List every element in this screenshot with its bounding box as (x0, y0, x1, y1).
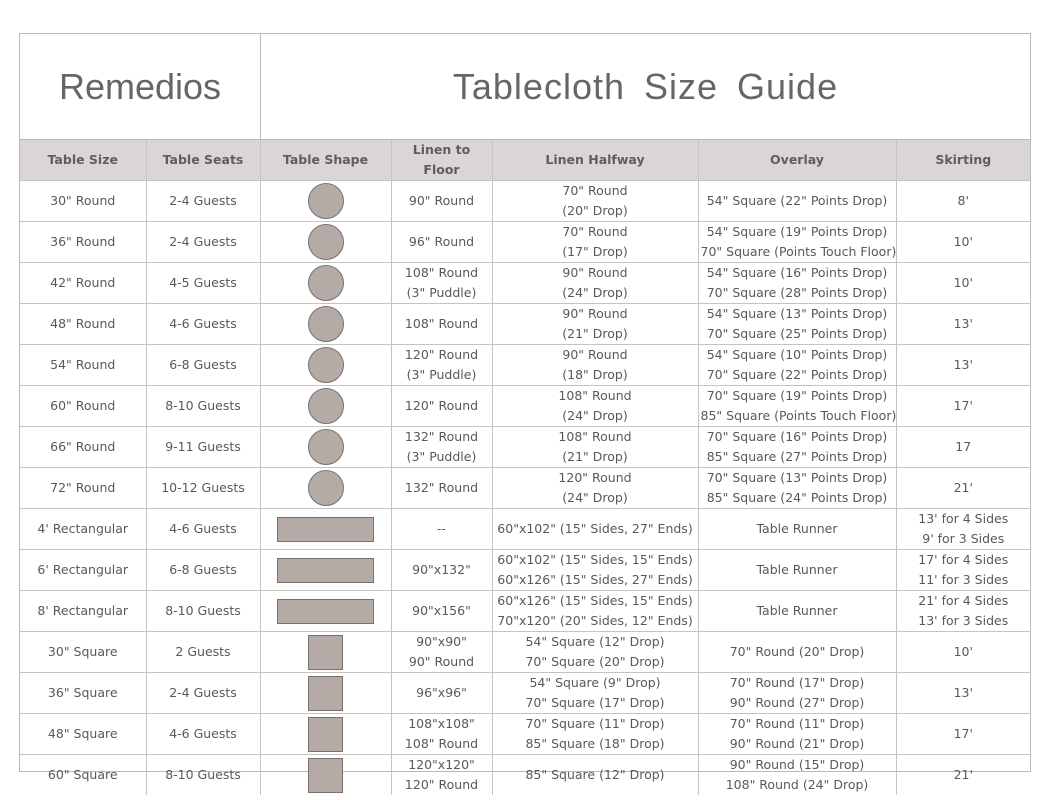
linen-halfway-cell (492, 509, 698, 550)
skirting-cell (896, 263, 1030, 304)
table-header-row (20, 140, 1030, 181)
linen-halfway-cell-line: 60"x102" (15" Sides, 15" Ends) (497, 552, 693, 567)
overlay-cell-line: 54" Square (22" Points Drop) (706, 193, 888, 208)
column-header-skirting: Skirting (896, 140, 1030, 181)
linen-halfway-cell (492, 632, 698, 673)
table-row (20, 345, 1030, 386)
linen-to-floor-cell (391, 591, 492, 632)
linen-to-floor-cell-line: 120" Round (404, 398, 479, 413)
skirting-cell-line: 17 (955, 439, 972, 454)
table-size-cell: 30" Square (20, 632, 146, 673)
overlay-cell (698, 755, 896, 796)
linen-to-floor-cell (391, 222, 492, 263)
round-table-shape-icon (308, 347, 344, 383)
overlay-cell (698, 345, 896, 386)
table-row (20, 427, 1030, 468)
overlay-cell-line: 90" Round (15" Drop) (729, 757, 865, 772)
skirting-cell (896, 222, 1030, 263)
overlay-cell-line: 70" Square (13" Points Drop) (706, 470, 888, 485)
size-guide-table (20, 140, 1030, 795)
table-shape-cell (260, 509, 391, 550)
linen-to-floor-cell-line: 108" Round (404, 736, 479, 751)
overlay-cell-line: 85" Square (27" Points Drop) (706, 449, 888, 464)
round-table-shape-icon (308, 388, 344, 424)
skirting-cell (896, 755, 1030, 796)
table-row (20, 468, 1030, 509)
table-seats-cell: 4-6 Guests (146, 509, 260, 550)
overlay-cell (698, 304, 896, 345)
linen-halfway-cell (492, 427, 698, 468)
overlay-cell-line: 85" Square (24" Points Drop) (706, 490, 888, 505)
linen-to-floor-cell (391, 755, 492, 796)
skirting-cell-line: 21' (953, 480, 973, 495)
table-row (20, 509, 1030, 550)
table-seats-cell: 2-4 Guests (146, 673, 260, 714)
table-seats-cell: 2-4 Guests (146, 181, 260, 222)
overlay-cell-line: Table Runner (756, 521, 838, 536)
table-size-cell: 4' Rectangular (20, 509, 146, 550)
skirting-cell (896, 386, 1030, 427)
linen-to-floor-cell-line: 108"x108" (408, 716, 475, 731)
table-shape-cell (260, 550, 391, 591)
rect-table-shape-icon (277, 599, 374, 624)
linen-to-floor-cell (391, 263, 492, 304)
skirting-cell-line: 13' (953, 316, 973, 331)
title-row (20, 34, 1030, 140)
linen-halfway-cell-line: 70" Square (11" Drop) (525, 716, 665, 731)
linen-halfway-cell-line: 70" Square (20" Drop) (525, 654, 665, 669)
overlay-cell (698, 468, 896, 509)
linen-halfway-cell-line: 85" Square (18" Drop) (525, 736, 665, 751)
table-size-cell: 48" Square (20, 714, 146, 755)
skirting-cell-line: 13' for 3 Sides (918, 613, 1009, 628)
linen-halfway-cell (492, 591, 698, 632)
linen-halfway-cell-line: 54" Square (9" Drop) (529, 675, 661, 690)
table-size-cell: 42" Round (20, 263, 146, 304)
linen-halfway-cell (492, 550, 698, 591)
linen-to-floor-cell-line: -- (436, 521, 447, 536)
linen-halfway-cell-line: (24" Drop) (562, 408, 628, 423)
overlay-cell-line: 70" Square (19" Points Drop) (706, 388, 888, 403)
table-seats-cell: 4-5 Guests (146, 263, 260, 304)
linen-halfway-cell (492, 386, 698, 427)
table-row (20, 673, 1030, 714)
table-seats-cell: 2-4 Guests (146, 222, 260, 263)
skirting-cell (896, 550, 1030, 591)
linen-to-floor-cell (391, 345, 492, 386)
skirting-cell-line: 10' (953, 275, 973, 290)
square-table-shape-icon (308, 758, 343, 793)
linen-to-floor-cell-line: 120" Round (404, 777, 479, 792)
linen-to-floor-cell (391, 673, 492, 714)
overlay-cell-line: 90" Round (21" Drop) (729, 736, 865, 751)
table-size-cell: 6' Rectangular (20, 550, 146, 591)
table-seats-cell: 4-6 Guests (146, 714, 260, 755)
skirting-cell (896, 304, 1030, 345)
skirting-cell-line: 21' for 4 Sides (918, 593, 1009, 608)
skirting-cell-line: 13' (953, 357, 973, 372)
linen-halfway-cell-line: 120" Round (558, 470, 632, 485)
linen-halfway-cell (492, 673, 698, 714)
overlay-cell (698, 714, 896, 755)
table-row (20, 714, 1030, 755)
table-seats-cell: 4-6 Guests (146, 304, 260, 345)
skirting-cell-line: 21' (953, 767, 973, 782)
table-shape-cell (260, 181, 391, 222)
overlay-cell (698, 181, 896, 222)
skirting-cell-line: 17' (953, 398, 973, 413)
overlay-cell-line: 70" Square (16" Points Drop) (706, 429, 888, 444)
table-seats-cell: 6-8 Guests (146, 345, 260, 386)
table-row (20, 632, 1030, 673)
skirting-cell (896, 591, 1030, 632)
linen-halfway-cell-line: (24" Drop) (562, 285, 628, 300)
table-seats-cell: 2 Guests (146, 632, 260, 673)
linen-to-floor-cell (391, 386, 492, 427)
linen-to-floor-cell-line: 90"x90" (416, 634, 467, 649)
table-shape-cell (260, 304, 391, 345)
table-seats-cell: 9-11 Guests (146, 427, 260, 468)
round-table-shape-icon (308, 470, 344, 506)
linen-halfway-cell-line: (18" Drop) (562, 367, 628, 382)
linen-halfway-cell (492, 345, 698, 386)
linen-to-floor-cell (391, 468, 492, 509)
skirting-cell (896, 345, 1030, 386)
overlay-cell-line: 54" Square (16" Points Drop) (706, 265, 888, 280)
skirting-cell-line: 17' (953, 726, 973, 741)
table-row (20, 304, 1030, 345)
linen-halfway-cell (492, 304, 698, 345)
skirting-cell (896, 468, 1030, 509)
linen-halfway-cell (492, 714, 698, 755)
linen-halfway-cell-line: 54" Square (12" Drop) (525, 634, 665, 649)
linen-to-floor-cell (391, 304, 492, 345)
table-size-cell: 60" Round (20, 386, 146, 427)
skirting-cell (896, 509, 1030, 550)
overlay-cell-line: 108" Round (24" Drop) (725, 777, 869, 792)
table-shape-cell (260, 714, 391, 755)
linen-to-floor-cell (391, 427, 492, 468)
overlay-cell-line: 54" Square (10" Points Drop) (706, 347, 888, 362)
linen-to-floor-cell-line: (3" Puddle) (406, 367, 477, 382)
linen-halfway-cell-line: 85" Square (12" Drop) (525, 767, 665, 782)
overlay-cell-line: 54" Square (19" Points Drop) (706, 224, 888, 239)
table-seats-cell: 6-8 Guests (146, 550, 260, 591)
linen-halfway-cell-line: 70" Round (562, 224, 628, 239)
size-guide-sheet (19, 33, 1031, 792)
linen-halfway-cell (492, 181, 698, 222)
linen-to-floor-cell (391, 632, 492, 673)
table-shape-cell (260, 386, 391, 427)
overlay-cell (698, 673, 896, 714)
round-table-shape-icon (308, 306, 344, 342)
table-row (20, 755, 1030, 796)
skirting-cell (896, 181, 1030, 222)
skirting-cell-line: 13' for 4 Sides (918, 511, 1009, 526)
table-shape-cell (260, 427, 391, 468)
linen-to-floor-cell-line: 120" Round (404, 347, 479, 362)
linen-to-floor-cell-line: 90"x132" (412, 562, 471, 577)
linen-to-floor-cell-line: 108" Round (404, 316, 479, 331)
skirting-cell-line: 17' for 4 Sides (918, 552, 1009, 567)
overlay-cell-line: 70" Round (11" Drop) (729, 716, 865, 731)
column-header-overlay: Overlay (698, 140, 896, 181)
skirting-cell-line: 10' (953, 644, 973, 659)
linen-to-floor-cell-line: 120"x120" (408, 757, 475, 772)
brand-name: Remedios (20, 34, 261, 140)
table-shape-cell (260, 263, 391, 304)
table-size-cell: 66" Round (20, 427, 146, 468)
linen-halfway-cell-line: 90" Round (562, 347, 628, 362)
linen-to-floor-cell-line: 108" Round (404, 265, 479, 280)
column-header-table-shape: Table Shape (260, 140, 391, 181)
overlay-cell (698, 632, 896, 673)
linen-to-floor-cell (391, 509, 492, 550)
skirting-cell-line: 13' (953, 685, 973, 700)
overlay-cell-line: Table Runner (756, 603, 838, 618)
linen-halfway-cell-line: 90" Round (562, 306, 628, 321)
overlay-cell (698, 427, 896, 468)
linen-to-floor-cell-line: 96" Round (408, 234, 475, 249)
overlay-cell-line: 70" Round (17" Drop) (729, 675, 865, 690)
square-table-shape-icon (308, 717, 343, 752)
round-table-shape-icon (308, 429, 344, 465)
table-seats-cell: 8-10 Guests (146, 591, 260, 632)
overlay-cell-line: 54" Square (13" Points Drop) (706, 306, 888, 321)
linen-halfway-cell (492, 468, 698, 509)
linen-halfway-cell-line: 70"x120" (20" Sides, 12" Ends) (497, 613, 693, 628)
round-table-shape-icon (308, 265, 344, 301)
skirting-cell (896, 427, 1030, 468)
column-header-table-size: Table Size (20, 140, 146, 181)
linen-halfway-cell-line: 60"x126" (15" Sides, 27" Ends) (497, 572, 693, 587)
linen-to-floor-cell-line: 90" Round (408, 193, 475, 208)
linen-to-floor-cell-line: 132" Round (404, 480, 479, 495)
skirting-cell (896, 632, 1030, 673)
overlay-cell-line: 85" Square (Points Touch Floor) (700, 408, 897, 423)
column-header-linen-to-floor: Linen to Floor (391, 140, 492, 181)
overlay-cell (698, 386, 896, 427)
overlay-cell (698, 222, 896, 263)
overlay-cell (698, 591, 896, 632)
rect-table-shape-icon (277, 517, 374, 542)
column-header-linen-halfway: Linen Halfway (492, 140, 698, 181)
table-row (20, 181, 1030, 222)
square-table-shape-icon (308, 676, 343, 711)
linen-halfway-cell-line: 70" Square (17" Drop) (525, 695, 665, 710)
table-size-cell: 8' Rectangular (20, 591, 146, 632)
skirting-cell-line: 11' for 3 Sides (918, 572, 1009, 587)
overlay-cell-line: 70" Round (20" Drop) (729, 644, 865, 659)
linen-to-floor-cell-line: 132" Round (404, 429, 479, 444)
linen-halfway-cell-line: 108" Round (558, 388, 632, 403)
linen-to-floor-cell-line: 96"x96" (416, 685, 467, 700)
linen-to-floor-cell-line: (3" Puddle) (406, 449, 477, 464)
linen-halfway-cell (492, 222, 698, 263)
table-size-cell: 30" Round (20, 181, 146, 222)
table-row (20, 386, 1030, 427)
table-shape-cell (260, 468, 391, 509)
linen-to-floor-cell-line: 90" Round (408, 654, 475, 669)
overlay-cell (698, 263, 896, 304)
table-size-cell: 54" Round (20, 345, 146, 386)
round-table-shape-icon (308, 224, 344, 260)
table-size-cell: 36" Round (20, 222, 146, 263)
overlay-cell (698, 550, 896, 591)
overlay-cell-line: 70" Square (25" Points Drop) (706, 326, 888, 341)
round-table-shape-icon (308, 183, 344, 219)
table-shape-cell (260, 632, 391, 673)
linen-halfway-cell-line: 70" Round (562, 183, 628, 198)
table-body (20, 181, 1030, 796)
linen-to-floor-cell (391, 714, 492, 755)
skirting-cell-line: 10' (953, 234, 973, 249)
square-table-shape-icon (308, 635, 343, 670)
table-row (20, 591, 1030, 632)
overlay-cell-line: 70" Square (Points Touch Floor) (700, 244, 897, 259)
table-row (20, 263, 1030, 304)
linen-halfway-cell-line: 90" Round (562, 265, 628, 280)
skirting-cell-line: 8' (957, 193, 969, 208)
table-shape-cell (260, 673, 391, 714)
linen-halfway-cell-line: (20" Drop) (562, 203, 628, 218)
skirting-cell (896, 714, 1030, 755)
overlay-cell-line: 70" Square (22" Points Drop) (706, 367, 888, 382)
overlay-cell-line: Table Runner (756, 562, 838, 577)
skirting-cell (896, 673, 1030, 714)
skirting-cell-line: 9' for 3 Sides (922, 531, 1005, 546)
linen-halfway-cell-line: (17" Drop) (562, 244, 628, 259)
table-row (20, 550, 1030, 591)
table-size-cell: 72" Round (20, 468, 146, 509)
page-title: Tablecloth Size Guide (452, 66, 839, 107)
linen-halfway-cell (492, 263, 698, 304)
linen-to-floor-cell-line: 90"x156" (412, 603, 471, 618)
linen-halfway-cell-line: (24" Drop) (562, 490, 628, 505)
table-size-cell: 60" Square (20, 755, 146, 796)
linen-to-floor-cell-line: (3" Puddle) (406, 285, 477, 300)
linen-halfway-cell-line: 108" Round (558, 429, 632, 444)
overlay-cell-line: 70" Square (28" Points Drop) (706, 285, 888, 300)
table-shape-cell (260, 755, 391, 796)
table-size-cell: 48" Round (20, 304, 146, 345)
table-shape-cell (260, 345, 391, 386)
overlay-cell (698, 509, 896, 550)
column-header-table-seats: Table Seats (146, 140, 260, 181)
linen-to-floor-cell (391, 181, 492, 222)
linen-halfway-cell-line: (21" Drop) (562, 449, 628, 464)
linen-to-floor-cell (391, 550, 492, 591)
table-shape-cell (260, 591, 391, 632)
linen-halfway-cell-line: 60"x126" (15" Sides, 15" Ends) (497, 593, 693, 608)
table-seats-cell: 10-12 Guests (146, 468, 260, 509)
table-row (20, 222, 1030, 263)
rect-table-shape-icon (277, 558, 374, 583)
linen-halfway-cell-line: (21" Drop) (562, 326, 628, 341)
table-shape-cell (260, 222, 391, 263)
linen-halfway-cell-line: 60"x102" (15" Sides, 27" Ends) (497, 521, 693, 536)
table-seats-cell: 8-10 Guests (146, 386, 260, 427)
overlay-cell-line: 90" Round (27" Drop) (729, 695, 865, 710)
linen-halfway-cell (492, 755, 698, 796)
table-size-cell: 36" Square (20, 673, 146, 714)
table-seats-cell: 8-10 Guests (146, 755, 260, 796)
